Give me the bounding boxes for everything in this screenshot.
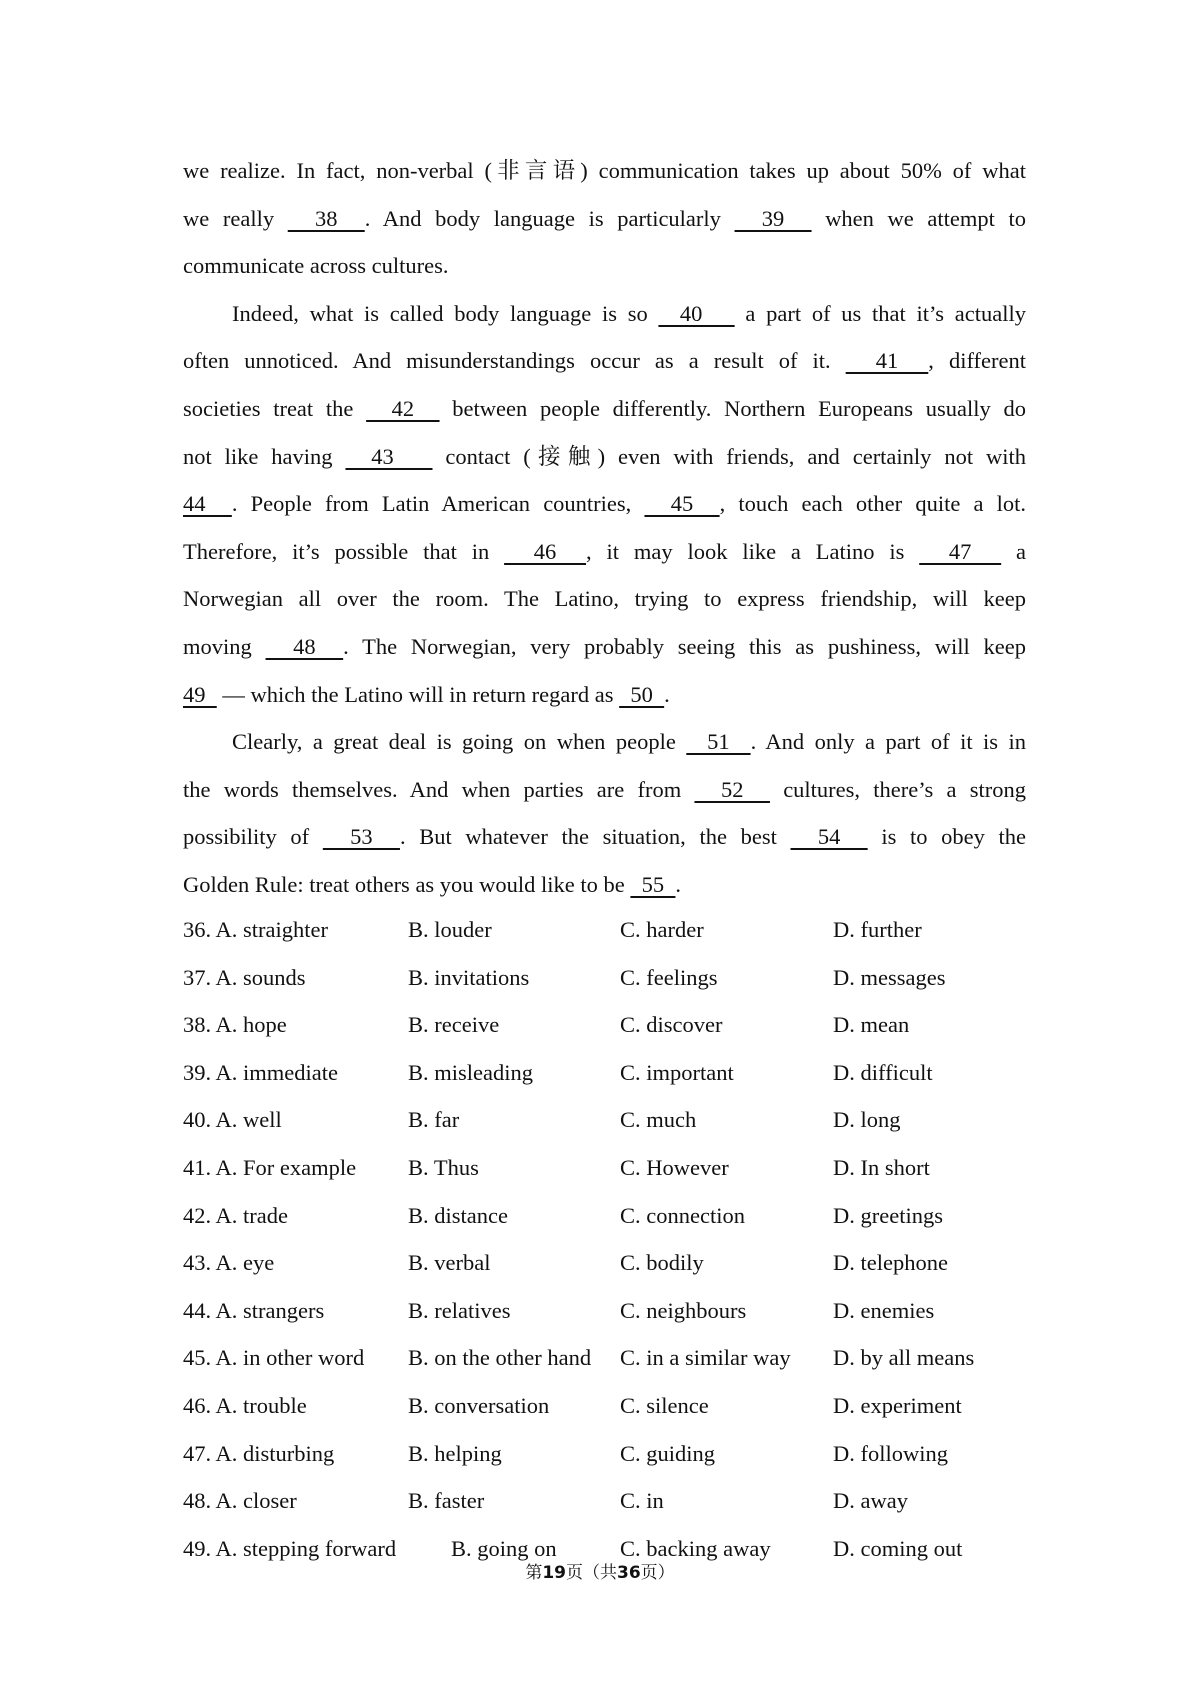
blank-52: 52 — [694, 776, 770, 802]
blank-38: 38 — [287, 205, 365, 231]
option-a: 46. A. trouble — [183, 1392, 307, 1418]
text-run: Indeed, what is called body language is so — [232, 300, 659, 326]
option-a: 42. A. trade — [183, 1202, 288, 1228]
text-run: , different — [928, 348, 1026, 374]
blank-41: 41 — [845, 348, 929, 374]
option-d: D. coming out — [833, 1535, 963, 1561]
passage-line — [183, 242, 1026, 290]
option-row — [183, 1477, 1026, 1525]
passage-line — [183, 337, 1026, 385]
option-b: B. far — [408, 1107, 460, 1133]
passage-line — [183, 623, 1026, 671]
footer-text: 页（共 — [566, 1563, 617, 1583]
text-run: not like having — [183, 443, 346, 469]
blank-48: 48 — [265, 633, 344, 659]
option-d: D. In short — [833, 1154, 930, 1180]
passage-line — [183, 766, 1026, 814]
option-b: B. invitations — [408, 964, 530, 990]
text-run: often unnoticed. And misunderstandings occur as a result of it. — [183, 348, 846, 374]
text-run: contact (接触) even with friends, and certainly not with — [432, 443, 1026, 469]
option-d: D. messages — [833, 964, 946, 990]
text-run: Therefore, it’s possible that in — [183, 538, 505, 564]
text-run: a — [1001, 538, 1026, 564]
option-b: B. helping — [408, 1440, 502, 1466]
option-a: 37. A. sounds — [183, 964, 306, 990]
blank-47: 47 — [919, 538, 1002, 564]
page-number: 19 — [542, 1563, 566, 1583]
text-run: Clearly, a great deal is going on when people — [232, 729, 687, 755]
option-row — [183, 1239, 1026, 1287]
option-c: C. backing away — [620, 1535, 771, 1561]
option-d: D. greetings — [833, 1202, 943, 1228]
text-run: possibility of — [183, 824, 323, 850]
option-row — [183, 1382, 1026, 1430]
option-a: 40. A. well — [183, 1107, 282, 1133]
text-run: , it may look like a Latino is — [586, 538, 920, 564]
page-total: 36 — [617, 1563, 641, 1583]
passage-line — [183, 861, 1026, 909]
text-run: . — [664, 681, 670, 707]
text-run: Golden Rule: treat others as you would like to be — [183, 871, 631, 897]
blank-50: 50 — [619, 681, 665, 707]
text-run: . And only a part of it is in — [750, 729, 1026, 755]
text-run: Norwegian all over the room. The Latino, trying to express friendship, will keep — [183, 586, 1026, 612]
option-c: C. in a similar way — [620, 1345, 791, 1371]
option-b: B. conversation — [408, 1392, 550, 1418]
text-run: we realize. In fact, non-verbal (非言语) communication takes up about 50% of what — [183, 158, 1026, 183]
option-d: D. enemies — [833, 1297, 935, 1323]
option-row — [183, 1001, 1026, 1049]
text-run: . And body language is particularly — [364, 205, 735, 231]
option-row — [183, 1049, 1026, 1097]
option-c: C. neighbours — [620, 1297, 747, 1323]
text-run: moving — [183, 633, 266, 659]
option-b: B. faster — [408, 1488, 485, 1514]
option-a: 47. A. disturbing — [183, 1440, 335, 1466]
text-run: — which the Latino will in return regard as — [216, 681, 620, 707]
option-c: C. important — [620, 1059, 734, 1085]
passage-line — [183, 813, 1026, 861]
text-run: . The Norwegian, very probably seeing this as pushiness, will keep — [343, 633, 1026, 659]
passage-line — [183, 480, 1026, 528]
passage-line — [183, 195, 1026, 243]
option-d: D. difficult — [833, 1059, 933, 1085]
blank-39: 39 — [734, 205, 812, 231]
option-c: C. connection — [620, 1202, 745, 1228]
text-run: a part of us that it’s actually — [734, 300, 1026, 326]
text-run: , touch each other quite a lot. — [719, 491, 1026, 517]
text-run: . People from Latin American countries, — [231, 491, 645, 517]
text-run: the words themselves. And when parties are from — [183, 776, 695, 802]
option-b: B. distance — [408, 1202, 508, 1228]
footer-text: 页） — [640, 1563, 675, 1583]
blank-42: 42 — [366, 395, 440, 421]
text-run: . — [675, 871, 682, 897]
option-a: 44. A. strangers — [183, 1297, 325, 1323]
option-row — [183, 1096, 1026, 1144]
blank-54: 54 — [790, 824, 868, 850]
option-b: B. misleading — [408, 1059, 533, 1085]
option-b: B. going on — [451, 1535, 557, 1561]
option-row — [183, 1144, 1026, 1192]
option-b: B. on the other hand — [408, 1345, 592, 1371]
option-a: 49. A. stepping forward — [183, 1535, 397, 1561]
option-b: B. Thus — [408, 1154, 479, 1180]
blank-51: 51 — [686, 729, 751, 755]
passage — [183, 147, 1026, 909]
option-b: B. louder — [408, 917, 492, 942]
option-c: C. silence — [620, 1392, 709, 1418]
blank-44: 44 — [183, 491, 232, 517]
option-c: C. discover — [620, 1012, 723, 1038]
blank-46: 46 — [504, 538, 587, 564]
option-row — [183, 906, 1026, 954]
option-row — [183, 1192, 1026, 1240]
option-d: D. mean — [833, 1012, 910, 1038]
passage-line — [183, 671, 1026, 719]
passage-line — [183, 433, 1026, 481]
option-a: 43. A. eye — [183, 1250, 275, 1276]
option-b: B. relatives — [408, 1297, 511, 1323]
option-c: C. feelings — [620, 964, 718, 990]
option-a: 36. A. straighter — [183, 917, 328, 942]
passage-line — [183, 528, 1026, 576]
option-d: D. experiment — [833, 1392, 962, 1418]
option-d: D. telephone — [833, 1250, 948, 1276]
page-footer — [0, 1558, 1200, 1583]
option-c: C. in — [620, 1488, 664, 1514]
option-row — [183, 954, 1026, 1002]
option-c: C. However — [620, 1154, 729, 1180]
blank-43: 43 — [345, 443, 433, 469]
option-d: D. following — [833, 1440, 948, 1466]
option-c: C. bodily — [620, 1250, 704, 1276]
text-run: is to obey the — [867, 824, 1027, 850]
blank-53: 53 — [322, 824, 400, 850]
option-c: C. harder — [620, 917, 704, 942]
option-d: D. away — [833, 1488, 908, 1514]
option-b: B. receive — [408, 1012, 500, 1038]
blank-45: 45 — [644, 491, 720, 517]
passage-line — [183, 290, 1026, 338]
blank-55: 55 — [630, 871, 676, 897]
text-run: communicate across cultures. — [183, 253, 449, 279]
option-row — [183, 1334, 1026, 1382]
option-d: D. by all means — [833, 1345, 975, 1371]
text-run: we really — [183, 205, 288, 231]
passage-line — [183, 147, 1026, 195]
option-a: 39. A. immediate — [183, 1059, 338, 1085]
passage-line — [183, 385, 1026, 433]
option-row — [183, 1430, 1026, 1478]
footer-text: 第 — [525, 1563, 543, 1583]
option-d: D. long — [833, 1107, 901, 1133]
text-run: between people differently. Northern Europeans usually do — [439, 395, 1026, 421]
option-a: 48. A. closer — [183, 1488, 297, 1514]
blank-49: 49 — [183, 681, 217, 707]
text-run: . But whatever the situation, the best — [399, 824, 791, 850]
option-c: C. much — [620, 1107, 697, 1133]
option-a: 38. A. hope — [183, 1012, 287, 1038]
option-c: C. guiding — [620, 1440, 716, 1466]
text-run: when we attempt to — [811, 205, 1027, 231]
option-a: 41. A. For example — [183, 1154, 357, 1180]
passage-line — [183, 575, 1026, 623]
answer-options — [183, 906, 1026, 1572]
option-b: B. verbal — [408, 1250, 491, 1276]
option-row — [183, 1287, 1026, 1335]
text-run: cultures, there’s a strong — [769, 776, 1026, 802]
option-a: 45. A. in other word — [183, 1345, 365, 1371]
passage-line — [183, 718, 1026, 766]
option-d: D. further — [833, 917, 922, 942]
blank-40: 40 — [658, 300, 735, 326]
text-run: societies treat the — [183, 395, 367, 421]
